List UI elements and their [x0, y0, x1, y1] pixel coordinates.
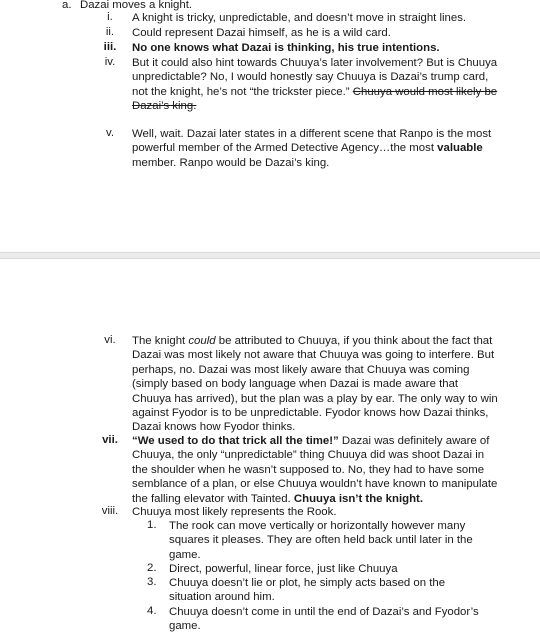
list-item-v — [100, 127, 500, 170]
list-marker: iii. — [103, 41, 117, 53]
list-marker: 3. — [147, 576, 157, 588]
list-item-text: No one knows what Dazai is thinking, his true intentions. — [132, 42, 440, 54]
list-item-text: Could represent Dazai himself, as he is a wild card. — [132, 27, 391, 39]
italic-text: could — [188, 335, 216, 347]
item-text: But it could also hint towards Chuuya’s later involvement? But is Chuuya unpredictable? No, I would honestly say Chuuya is Dazai’s trump card, not the knight, he’s not “the trickster piece.” — [132, 57, 498, 98]
sub-list-item-2 — [147, 562, 487, 576]
list-item-text: A knight is tricky, unpredictable, and doesn’t move in straight lines. — [132, 12, 467, 24]
strikethrough-text: Chuuya would most likely be Dazai’s king. — [132, 85, 498, 113]
list-marker: i. — [107, 11, 113, 23]
list-item-text: Direct, powerful, linear force, just like Chuuya — [169, 563, 398, 575]
list-marker: ii. — [105, 26, 115, 38]
list-marker: 1. — [147, 519, 157, 531]
list-item-text: Dazai moves a knight. — [80, 0, 193, 11]
bold-text: Chuuya isn’t the knight. — [293, 492, 423, 505]
list-marker: vii. — [102, 434, 118, 446]
item-text: Dazai was definitely aware of Chuuya, the only “unpredictable” thing Chuuya did was shoot Dazai in the shoulder when he wasn’t supposed to. No, they had to have some semblance of a plan, or else Chuuya wouldn’t have known to manipulate the falling elevator with Tainted. — [132, 435, 498, 505]
list-marker: viii. — [101, 505, 119, 517]
list-item-ii — [100, 26, 500, 40]
list-marker: vi. — [104, 334, 116, 346]
list-item-iv — [100, 56, 500, 114]
list-item-text — [132, 434, 500, 506]
list-item-text — [132, 56, 500, 114]
item-text: The knight — [132, 335, 189, 347]
list-item-text: The rook can move vertically or horizontally however many squares it pleases. They are often held back until later in the game. — [169, 520, 473, 561]
list-item-text — [132, 127, 500, 170]
page-break — [0, 252, 540, 259]
list-item-vii — [100, 434, 500, 506]
list-item-text: Chuuya doesn’t lie or plot, he simply acts based on the situation around him. — [169, 577, 446, 604]
sub-list-item-4 — [147, 605, 487, 634]
list-item-iii — [100, 41, 500, 55]
list-marker: a. — [62, 0, 72, 11]
bold-text: valuable — [437, 142, 483, 155]
list-item-vi — [100, 334, 500, 435]
list-item-text: Chuuya doesn’t come in until the end of Dazai’s and Fyodor’s game. — [169, 606, 479, 633]
item-text-end: member. Ranpo would be Dazai’s king. — [132, 156, 330, 169]
list-marker: v. — [105, 127, 114, 139]
list-marker: 4. — [147, 605, 157, 617]
bold-quote: “We used to do that trick all the time!” — [132, 435, 339, 447]
list-marker: iv. — [104, 56, 116, 68]
sub-list-item-3 — [147, 576, 487, 605]
item-text-end: be attributed to Chuuya, if you think about the fact that Dazai was most likely not aware that Chuuya was going to interfere. But perhaps, no. Dazai was most likely aware that Chuuya was coming (simply based on body language when Dazai is made aware that Chuuya has arrived), but the plan was a play by ear. The only way to win against Fyodor is to be unpredictable. Fyodor knows how Dazai thinks, Dazai knows how Fyodor thinks. — [132, 335, 498, 434]
list-item-viii — [100, 505, 500, 519]
list-item-text: Chuuya most likely represents the Rook. — [132, 506, 337, 518]
list-marker: 2. — [147, 562, 157, 574]
item-text: Well, wait. Dazai later states in a different scene that Ranpo is the most powerful member of the Armed Detective Agency…the most — [132, 128, 492, 155]
document-page-2 — [0, 259, 540, 634]
sub-list-item-1 — [147, 519, 487, 562]
list-item-text — [132, 334, 500, 435]
document-page-1 — [0, 0, 540, 252]
list-item-i — [100, 11, 500, 25]
